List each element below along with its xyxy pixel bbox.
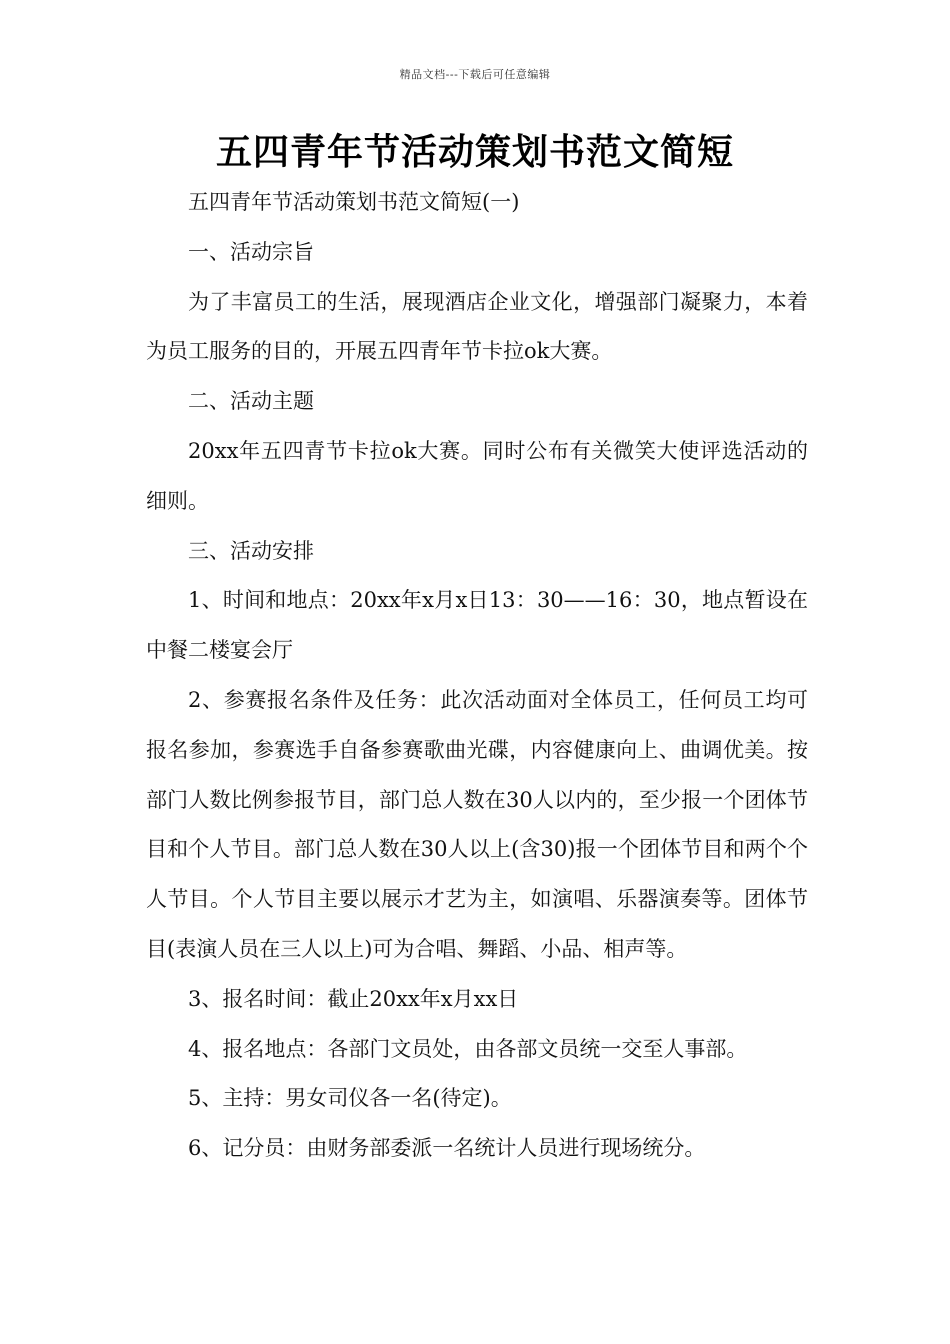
list-item: 6、记分员：由财务部委派一名统计人员进行现场统分。 [188,1136,706,1161]
body-paragraph: 为了丰富员工的生活，展现酒店企业文化，增强部门凝聚力，本着为员工服务的目的，开展五四青年节卡拉ok大赛。 [146,289,808,364]
list-item: 5、主持：男女司仪各一名(待定)。 [188,1086,512,1111]
list-item: 2、参赛报名条件及任务：此次活动面对全体员工，任何员工均可报名参加，参赛选手自备参赛歌曲光碟，内容健康向上、曲调优美。按部门人数比例参报节目，部门总人数在30人以内的，至少报一个团体节目和个人节目。部门总人数在30人以上(含30)报一个团体节目和两个个人节目。个人节目主要以展示才艺为主，如演唱、乐器演奏等。团体节目(表演人员在三人以上)可为合唱、舞蹈、小品、相声等。 [146,687,808,961]
list-item: 4、报名地点：各部门文员处，由各部文员统一交至人事部。 [188,1036,748,1061]
section-heading-purpose: 一、活动宗旨 [188,239,314,264]
subtitle-paragraph: 五四青年节活动策划书范文简短(一) [188,190,520,214]
document-title: 五四青年节活动策划书范文简短 [215,131,734,173]
document-body [146,178,808,1174]
list-item: 3、报名时间：截止20xx年x月xx日 [188,986,519,1011]
section-heading-arrangement: 三、活动安排 [188,538,314,563]
list-item: 1、时间和地点：20xx年x月x日13：30——16：30，地点暂设在中餐二楼宴会厅 [146,588,808,663]
header-note: 精品文档---下载后可任意编辑 [399,68,551,81]
section-heading-theme: 二、活动主题 [188,389,314,414]
body-paragraph: 20xx年五四青节卡拉ok大赛。同时公布有关微笑大使评选活动的细则。 [146,438,808,513]
